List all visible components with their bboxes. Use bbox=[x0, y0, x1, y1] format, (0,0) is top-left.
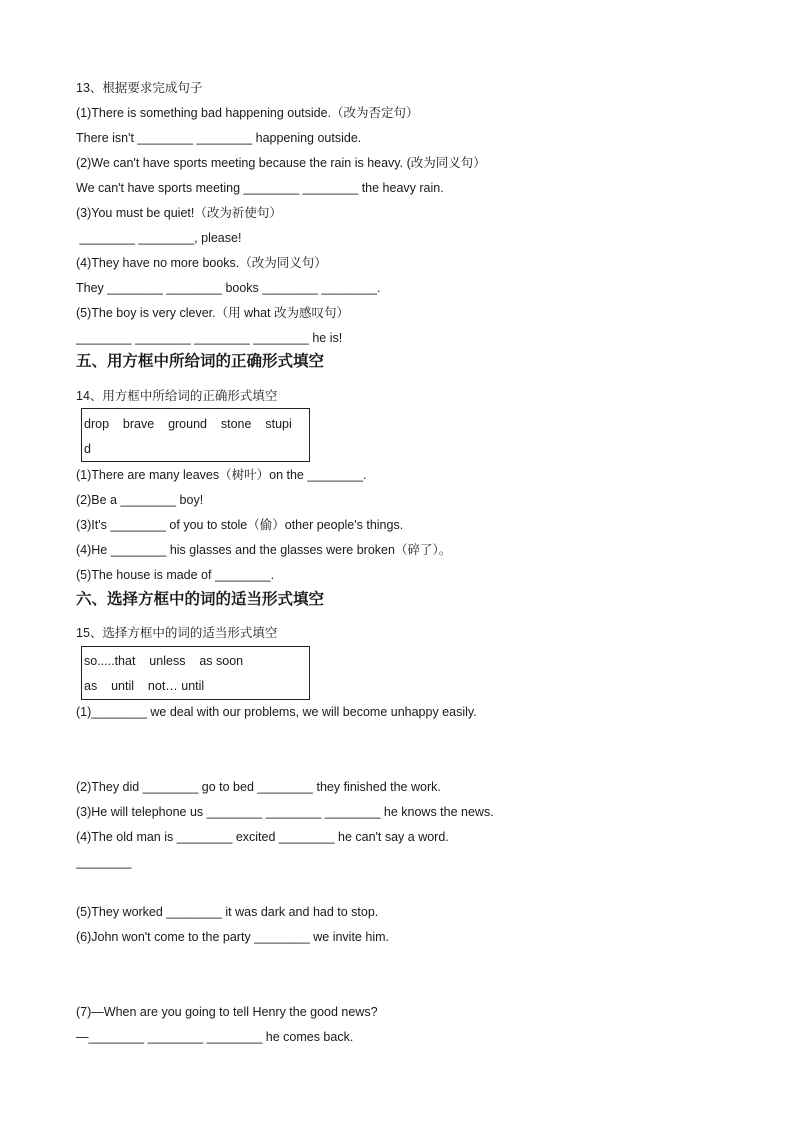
q13-title: 13、根据要求完成句子 bbox=[76, 81, 203, 95]
q13-3-answer: ________ ________, please! bbox=[76, 231, 242, 245]
section-five-heading: 五、用方框中所给词的正确形式填空 bbox=[76, 353, 325, 370]
q15-item: (4)The old man is ________ excited ________ he can't say a word. bbox=[76, 830, 449, 844]
q14-word-box-line: drop brave ground stone stupi bbox=[84, 417, 292, 431]
q14-word-box bbox=[81, 408, 310, 462]
q15-item: (6)John won't come to the party ________ we invite him. bbox=[76, 930, 389, 944]
q13-2-prompt: (2)We can't have sports meeting because the rain is heavy. (改为同义句） bbox=[76, 156, 486, 170]
q14-item: (5)The house is made of ________. bbox=[76, 568, 275, 582]
q15-item: (5)They worked ________ it was dark and had to stop. bbox=[76, 905, 379, 919]
q13-5-answer: ________ ________ ________ ________ he is! bbox=[76, 331, 343, 345]
q15-item-blank: ________ bbox=[76, 855, 132, 869]
q15-item: (1)________ we deal with our problems, we will become unhappy easily. bbox=[76, 705, 477, 719]
q13-4-answer: They ________ ________ books ________ ________. bbox=[76, 281, 381, 295]
q15-item: —________ ________ ________ he comes back. bbox=[76, 1030, 354, 1044]
q15-item: (7)—When are you going to tell Henry the good news? bbox=[76, 1005, 378, 1019]
q15-title: 15、选择方框中的词的适当形式填空 bbox=[76, 626, 278, 640]
q13-3-prompt: (3)You must be quiet!（改为祈使句） bbox=[76, 206, 282, 220]
q15-word-box-line: so.....that unless as soon bbox=[84, 654, 244, 668]
q14-title: 14、用方框中所给词的正确形式填空 bbox=[76, 389, 278, 403]
q15-word-box bbox=[81, 646, 310, 700]
q13-5-prompt: (5)The boy is very clever.（用 what 改为感叹句） bbox=[76, 306, 349, 320]
q13-2-answer: We can't have sports meeting ________ ________ the heavy rain. bbox=[76, 181, 444, 195]
q14-item: (4)He ________ his glasses and the glasses were broken（碎了）。 bbox=[76, 543, 452, 557]
q14-word-box-line: d bbox=[84, 442, 91, 456]
q14-item: (1)There are many leaves（树叶）on the ________. bbox=[76, 468, 367, 482]
q15-item: (2)They did ________ go to bed ________ they finished the work. bbox=[76, 780, 441, 794]
q14-item: (2)Be a ________ boy! bbox=[76, 493, 204, 507]
q13-1-answer: There isn't ________ ________ happening outside. bbox=[76, 131, 362, 145]
q14-item: (3)It's ________ of you to stole（偷）other people's things. bbox=[76, 518, 404, 532]
q15-item: (3)He will telephone us ________ ________ ________ he knows the news. bbox=[76, 805, 494, 819]
q15-word-box-line: as until not… until bbox=[84, 679, 205, 693]
section-six-heading: 六、选择方框中的词的适当形式填空 bbox=[76, 591, 325, 608]
q13-4-prompt: (4)They have no more books.（改为同义句） bbox=[76, 256, 327, 270]
q13-1-prompt: (1)There is something bad happening outside.（改为否定句） bbox=[76, 106, 419, 120]
